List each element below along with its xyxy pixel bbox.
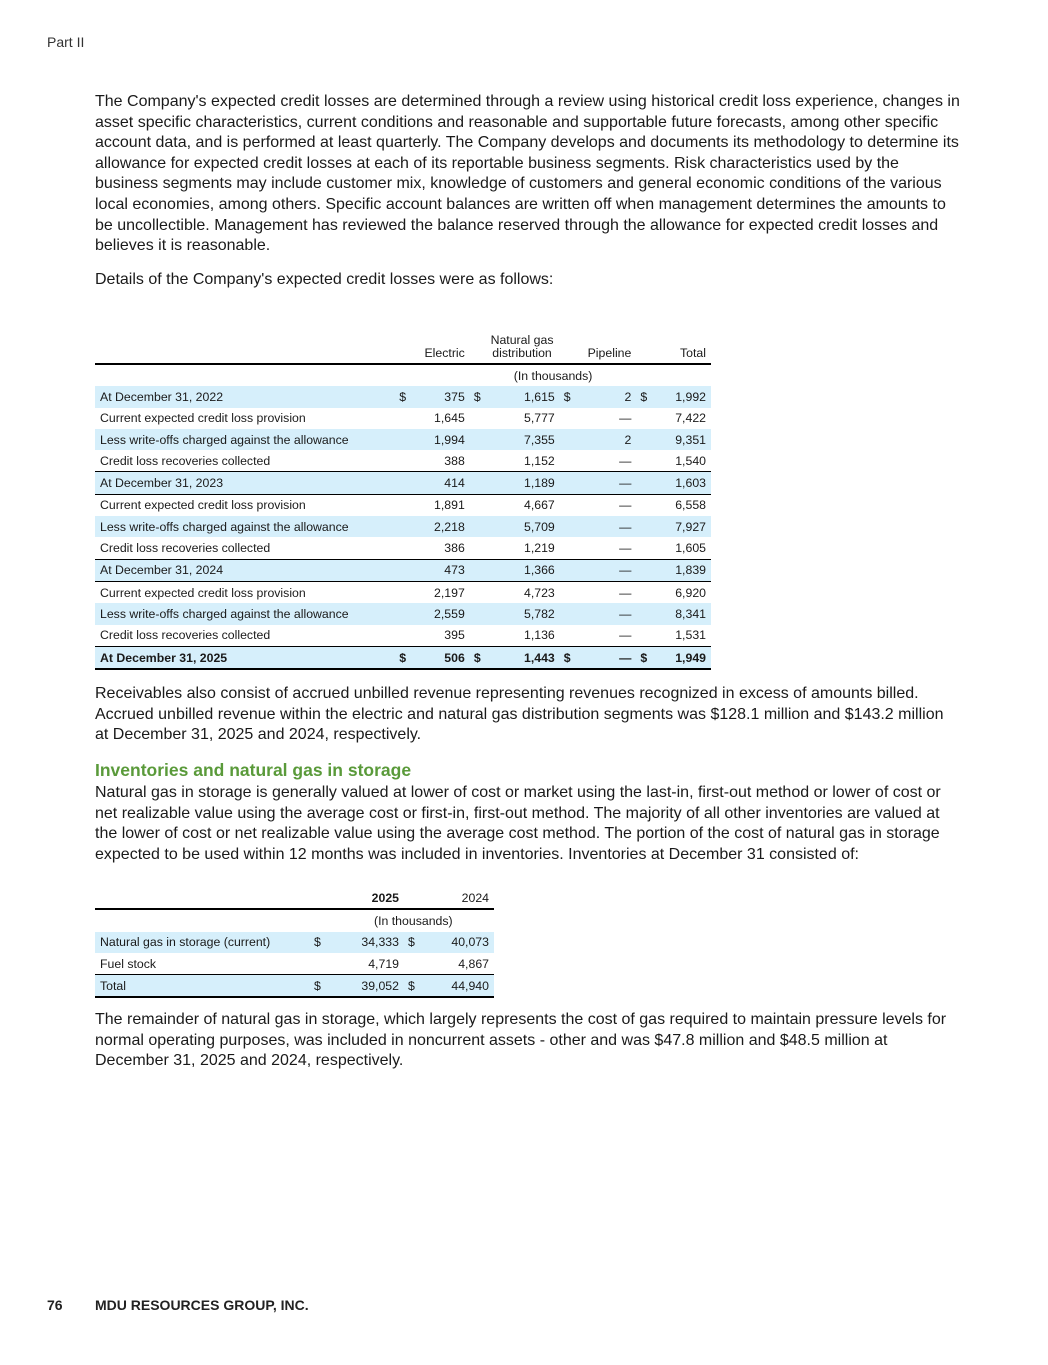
table-row <box>95 472 711 494</box>
table-row <box>95 494 711 516</box>
table-row <box>95 646 711 669</box>
pipeline-value: — <box>574 559 636 581</box>
pipeline-value: — <box>574 646 636 669</box>
inventories-paragraph: Natural gas in storage is generally valued at lower of cost or market using the last-in, first-out method or lower of cost or net realizable value using the average cost or first-in, first-out method. The majority of all other inventories are valued at the lower of cost or net realizable value using the average cost method. The portion of the cost of natural gas in storage expected to be used within 12 months was included in inventories. Inventories at December 31 consisted of: <box>95 784 941 863</box>
pipeline-value: — <box>619 411 632 426</box>
credit-loss-intro: Details of the Company's expected credit losses were as follows: <box>95 271 554 288</box>
currency-symbol: $ <box>636 646 650 669</box>
table-row <box>95 932 494 953</box>
table-row <box>95 953 494 975</box>
table-row <box>95 429 711 450</box>
total-value: 6,920 <box>675 585 706 600</box>
header-natural-gas-line2: distribution <box>492 346 552 360</box>
noncurrent-storage-paragraph: The remainder of natural gas in storage, which largely represents the cost of gas required to maintain pressure levels for normal operating purposes, was included in noncurrent assets - other and was $47.8 million and $48.5 million at December 31, 2025 and 2024, respectively. <box>95 1011 947 1070</box>
value-2025: 4,719 <box>368 956 399 971</box>
natgas-value: 4,667 <box>523 498 555 513</box>
header-electric: Electric <box>410 334 470 364</box>
header-natural-gas-line1: Natural gas <box>490 333 554 347</box>
row-label: Credit loss recoveries collected <box>100 541 271 556</box>
table-row <box>95 408 711 429</box>
total-value: 8,341 <box>651 603 711 624</box>
natgas-value: 1,366 <box>484 559 559 581</box>
currency-symbol: $ <box>310 932 324 953</box>
electric-value: 2,559 <box>410 603 470 624</box>
row-label: Total <box>95 975 310 998</box>
section-heading-inventories: Inventories and natural gas in storage <box>95 760 412 780</box>
total-value: 1,605 <box>675 541 706 556</box>
row-label: At December 31, 2025 <box>95 646 395 669</box>
electric-value: 395 <box>444 628 465 643</box>
pipeline-value: — <box>574 516 636 537</box>
table-row <box>95 386 711 407</box>
units-label: (In thousands) <box>374 913 453 928</box>
table-row <box>95 625 711 647</box>
row-label: Natural gas in storage (current) <box>95 932 310 953</box>
row-label: Fuel stock <box>100 956 157 971</box>
row-label: Credit loss recoveries collected <box>100 628 271 643</box>
natgas-value: 4,723 <box>523 585 555 600</box>
total-value: 6,558 <box>675 498 706 513</box>
row-label: Credit loss recoveries collected <box>100 453 271 468</box>
value-2025: 34,333 <box>324 932 404 953</box>
electric-value: 1,994 <box>410 429 470 450</box>
credit-loss-table <box>95 334 711 670</box>
company-name: MDU RESOURCES GROUP, INC. <box>95 1297 309 1313</box>
row-label: Less write-offs charged against the allowance <box>95 429 395 450</box>
electric-value: 386 <box>444 541 465 556</box>
currency-symbol: $ <box>636 386 650 407</box>
natgas-value: 7,355 <box>484 429 559 450</box>
pipeline-value: — <box>619 541 632 556</box>
inventory-table <box>95 884 494 998</box>
natgas-value: 5,709 <box>484 516 559 537</box>
natgas-value: 1,136 <box>523 628 555 643</box>
electric-value: 375 <box>410 386 470 407</box>
row-label: At December 31, 2022 <box>95 386 395 407</box>
header-total: Total <box>651 334 711 364</box>
electric-value: 414 <box>410 472 470 494</box>
value-2024: 40,073 <box>418 932 494 953</box>
total-value: 1,603 <box>651 472 711 494</box>
total-value: 1,531 <box>675 628 706 643</box>
table-row <box>95 450 711 472</box>
natgas-value: 5,782 <box>484 603 559 624</box>
row-label: Current expected credit loss provision <box>100 585 306 600</box>
pipeline-value: — <box>619 453 632 468</box>
electric-value: 1,891 <box>434 498 465 513</box>
electric-value: 506 <box>410 646 470 669</box>
header-pipeline: Pipeline <box>574 334 636 364</box>
total-value: 1,839 <box>651 559 711 581</box>
currency-symbol: $ <box>560 646 574 669</box>
value-2024: 44,940 <box>418 975 494 998</box>
page-number: 76 <box>47 1297 63 1313</box>
electric-value: 473 <box>410 559 470 581</box>
currency-symbol: $ <box>470 646 484 669</box>
electric-value: 2,197 <box>434 585 465 600</box>
electric-value: 2,218 <box>410 516 470 537</box>
row-label: Current expected credit loss provision <box>100 411 306 426</box>
header-blank <box>95 334 395 364</box>
part-label: Part II <box>47 34 85 50</box>
table-row <box>95 516 711 537</box>
total-value: 7,422 <box>675 411 706 426</box>
row-label: At December 31, 2023 <box>95 472 395 494</box>
table-row <box>95 581 711 603</box>
units-label: (In thousands) <box>513 368 593 383</box>
natgas-value: 1,615 <box>484 386 559 407</box>
credit-loss-paragraph: The Company's expected credit losses are determined through a review using historical credit loss experience, changes in asset specific characteristics, current conditions and reasonable and supportable future forecasts, among other specific account data, and is performed at least quarterly. The Company develops and documents its methodology to determine its allowance for expected credit losses at each of its reportable business segments. Risk characteristics used by the business segments may include customer mix, knowledge of customers and general economic conditions of the various local economies, among others. Specific account balances are written off when management determines the amounts to be uncollectible. Management has reviewed the balance reserved through the allowance for expected credit losses and believes it is reasonable. <box>95 93 960 255</box>
total-value: 1,949 <box>651 646 711 669</box>
total-value: 9,351 <box>651 429 711 450</box>
header-natural-gas <box>484 334 559 364</box>
pipeline-value: — <box>619 585 632 600</box>
row-label: Current expected credit loss provision <box>100 498 306 513</box>
currency-symbol: $ <box>395 646 409 669</box>
total-value: 7,927 <box>651 516 711 537</box>
currency-symbol: $ <box>560 386 574 407</box>
currency-symbol: $ <box>404 975 418 998</box>
electric-value: 1,645 <box>434 411 465 426</box>
value-2024: 4,867 <box>458 956 489 971</box>
row-label: At December 31, 2024 <box>95 559 395 581</box>
pipeline-value: 2 <box>574 429 636 450</box>
currency-symbol: $ <box>470 386 484 407</box>
table-row <box>95 537 711 559</box>
header-2025: 2025 <box>324 884 404 909</box>
pipeline-value: — <box>574 603 636 624</box>
table-row <box>95 559 711 581</box>
currency-symbol: $ <box>310 975 324 998</box>
natgas-value: 1,152 <box>523 453 555 468</box>
value-2025: 39,052 <box>324 975 404 998</box>
pipeline-value: — <box>574 472 636 494</box>
electric-value: 388 <box>444 453 465 468</box>
currency-symbol: $ <box>395 386 409 407</box>
pipeline-value: — <box>619 498 632 513</box>
natgas-value: 1,219 <box>523 541 555 556</box>
table-row <box>95 975 494 998</box>
page-footer <box>47 1297 309 1313</box>
natgas-value: 5,777 <box>523 411 555 426</box>
total-value: 1,992 <box>651 386 711 407</box>
natgas-value: 1,443 <box>484 646 559 669</box>
pipeline-value: — <box>619 628 632 643</box>
pipeline-value: 2 <box>574 386 636 407</box>
table-row <box>95 603 711 624</box>
header-2024: 2024 <box>418 884 494 909</box>
row-label: Less write-offs charged against the allowance <box>95 516 395 537</box>
currency-symbol: $ <box>404 932 418 953</box>
unbilled-revenue-paragraph: Receivables also consist of accrued unbilled revenue representing revenues recognized in excess of amounts billed. Accrued unbilled revenue within the electric and natural gas distribution segments was $128.1 million and $143.2 million at December 31, 2025 and 2024, respectively. <box>95 685 944 744</box>
natgas-value: 1,189 <box>484 472 559 494</box>
row-label: Less write-offs charged against the allowance <box>95 603 395 624</box>
total-value: 1,540 <box>675 453 706 468</box>
